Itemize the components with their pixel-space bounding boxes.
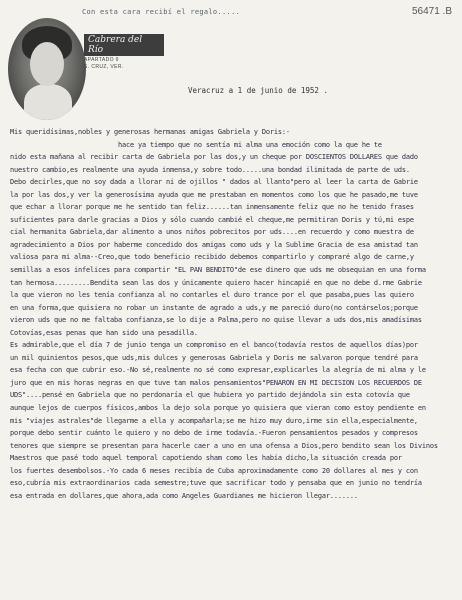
letter-line: vieron uds que no me faltaba confianza,se lo dije a Palma,pero no quise llevar a uds dos,mis amadísimas [10, 316, 422, 325]
letter-line: Cotovías,esas penas que han sido una pesadilla. [10, 328, 198, 337]
studio-line2: S. CRUZ, VER. [84, 64, 124, 70]
letter-line: nuestro cambio,es realmente una ayuda inmensa,y sobre todo.....una bondad ilimitada de parte de uds. [10, 165, 410, 174]
studio-name: Cabrera del Río [84, 34, 164, 56]
letter-line: esa fecha con que cubrir eso.-No sé,realmente no sé como expresar,explicarles la alegría de mi alma y le [10, 366, 426, 375]
top-handwritten-note: Con esta cara recibí el regalo..... [82, 8, 241, 16]
letter-line: en una forma,que quisiera no robar un instante de agrado a uds,y me pareció duro(no contárselos;porque [10, 303, 418, 312]
reference-number: 56471 .B [411, 6, 452, 17]
letter-line: Maestros que pasé todo aquel temporal capotiendo sham como les había dicho,la situación creada por [10, 454, 402, 463]
letter-line: esa entrada en dollares,que ahora,ada como Angeles Guardianes me hicieron llegar....... [10, 491, 358, 500]
letter-body [10, 126, 456, 502]
letter-line: valiosa para mi alma--Creo,que todo beneficio recibido debemos compartirlo y compraré algo de carne,y [10, 253, 414, 262]
letter-line: aunque lejos de cuerpos físicos,ambos la dejo sola porque yo quisiera que vieran como estoy pendiente en [10, 404, 426, 413]
letter-line: porque debo sentir cuánto le quiero y no debo de irme todavía.-Fueron pensamientos pesados y compresos [10, 429, 418, 438]
paragraph-2 [10, 339, 456, 502]
letter-line: cial hermanita Gabriela,dar alimento a unos niños pobrecitos por uds....en recuerdo y como muestra de [10, 228, 414, 237]
letter-line: Mis queridísimas,nobles y generosas hermanas amigas Gabriela y Doris:- [10, 128, 290, 136]
letter-line: la por las dos,y ver la generosísima ayuda que me prestaban en momentos como los que he pasado,me tuve [10, 190, 418, 199]
letter-line: agradecimiento a Dios por haberme concedido dos amigas como uds y la Sublime Gracia de esa amistad tan [10, 240, 418, 249]
letter-line: semillas a esos infelices para compartir "EL PAN BENDITO"de ese dinero que uds me obsequian en una forma [10, 266, 426, 275]
letter-line: tan hermosa.........Bendita sean las dos y únicamente quiero hacer hincapié en que no debe d.rme Gabrie [10, 278, 422, 287]
letter-line: juro que en mis horas negras en que tuve tan malos pensamientos"PENARON EN MI DECISION LOS RECUERDOS DE [10, 378, 422, 387]
letter-line: Es admirable,que el día 7 de junio tenga un compromiso en el banco(todavía restos de aquellos días)por [10, 341, 418, 350]
letter-line: hace ya tiempo que no sentía mi alma una emoción como la que he te [10, 140, 382, 149]
paragraph-1 [10, 126, 456, 339]
letter-line: nido esta mañana al recibir carta de Gabriela por las dos,y un cheque por DOSCIENTOS DOLLARES que dado [10, 153, 418, 162]
letter-line: que echar a llorar porque me he sentido tan feliz......tan inmensamente feliz que no he tenido frases [10, 203, 414, 212]
letter-line: la que vieron no les tenía confianza al no contarles el duro trance por el que pasaba,pues las quiero [10, 291, 414, 300]
portrait-photo [8, 18, 86, 120]
letter-line: tenores que siempre se presentan para hacerle caer a uno en una ofensa a Dios,pero bendito sean los Divinos [10, 441, 438, 450]
letter-line: Debo decirles,que no soy dada a llorar ni de ojillos " dados al llanto"pero al leer la carta de Gabrie [10, 178, 418, 187]
studio-line1: APARTADO 9 [84, 57, 119, 63]
letter-date: Veracruz a 1 de junio de 1952 . [188, 86, 328, 95]
letter-line: mis "viajes astrales"de llegarme a ella y acompañarla;se me hizo muy duro,irme sin ella,especialmente, [10, 416, 418, 425]
letter-line: suficientes para darle gracias a Dios y sólo cuando cambié el cheque,me permitiran Doris y tú,mi espe [10, 215, 414, 224]
letter-line: los fuertes desembolsos.-Yo cada 6 meses recibía de Cuba aproximadamente como 20 dollares al mes y con [10, 466, 418, 475]
letter-line: UDS"....pensé en Gabriela que no perdonaría el que hubiera yo partido dejándola sin esta cotovía que [10, 391, 410, 400]
studio-stamp [84, 34, 164, 70]
letter-line: eso,cubría mis extraordinarios cada semestre;tuve que sacrificar todo y pensaba que en junio no tendría [10, 479, 422, 488]
letter-line: un mil quinientos pesos,que uds,mis dulces y generosas Gabriela y Doris me salvaron porque tendré para [10, 353, 418, 362]
